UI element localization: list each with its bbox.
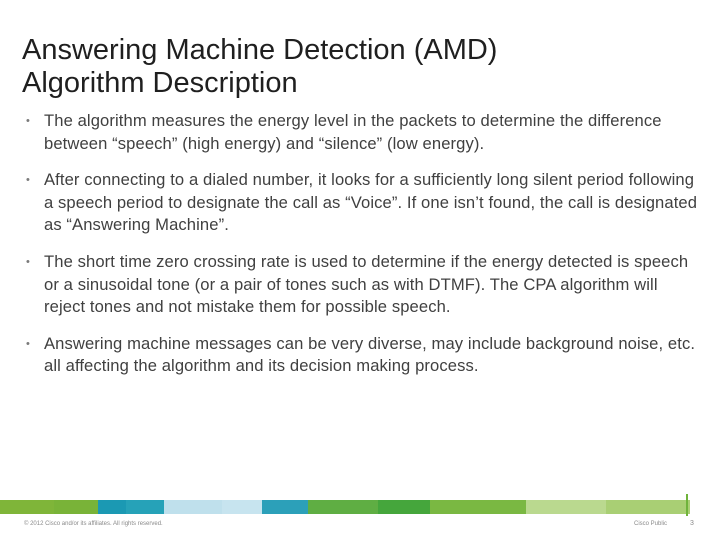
footer-bar-segment [378,500,430,514]
footer-bar-segment [262,500,308,514]
bullet-item [26,110,698,155]
bullet-text: The algorithm measures the energy level in the packets to determine the difference between “speech” (high energy) and “silence” (low energy). [44,111,662,153]
slide-title-line-2: Algorithm Description [22,67,298,99]
footer-bar-segment [526,500,606,514]
bullet-dot-icon: • [26,337,30,350]
bullet-text: The short time zero crossing rate is used to determine if the energy detected is speech or a sinusoidal tone (or a pair of tones such as with DTMF). The CPA algorithm will reject tones and not mistake them for possible speech. [44,251,689,317]
footer-bar-segment [0,500,54,514]
slide-title-line-1: Answering Machine Detection (AMD) [22,34,498,66]
footer-accent-line [686,494,688,516]
footer-bar-segment [308,500,378,514]
footer-color-bar [0,500,690,514]
bullet-item [26,169,698,237]
page-number: 3 [690,520,694,527]
footer-bar-segment [606,500,690,514]
footer-bar-segment [430,500,526,514]
bullet-text: After connecting to a dialed number, it looks for a sufficiently long silent period following a speech period to designate the call as “Voice”. If one isn’t found, the call is designated as “Answering Machine”. [44,170,698,235]
bullet-item [26,251,698,319]
footer-bar-segment [98,500,126,514]
footer-bar-segment [126,500,164,514]
footer-copyright: © 2012 Cisco and/or its affiliates. All rights reserved. [24,521,163,527]
bullet-dot-icon: • [26,115,30,127]
bullet-text: Answering machine messages can be very diverse, may include background noise, etc. all affecting the algorithm and its decision making process. [44,333,696,376]
footer-bar-segment [54,500,98,514]
bullet-dot-icon: • [26,174,30,187]
bullet-item [26,333,698,378]
footer-classification: Cisco Public [634,521,668,527]
bullet-dot-icon: • [26,255,30,268]
footer-bar-segment [222,500,262,514]
footer-bar-segment [164,500,222,514]
bullet-list [26,110,698,392]
slide-title [22,34,702,100]
